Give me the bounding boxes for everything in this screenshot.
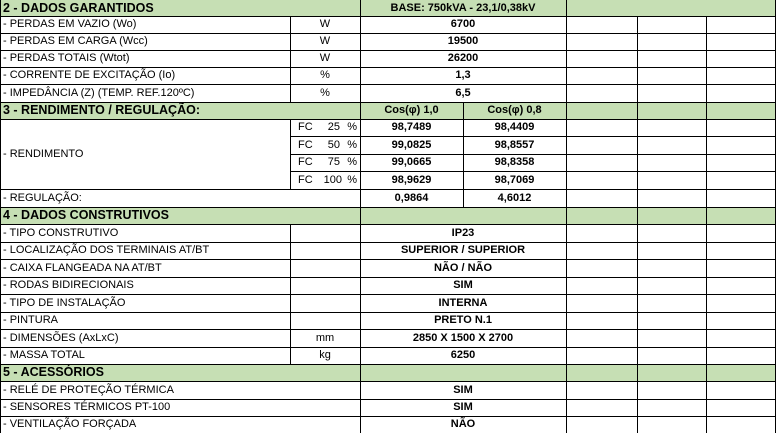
row-label: - MASSA TOTAL [3,349,85,361]
grid-line-v [360,0,361,433]
row-label: - SENSORES TÉRMICOS PT-100 [3,401,171,413]
row-unit: W [319,18,331,30]
regulacao-label: - REGULAÇÃO: [3,191,82,204]
row-label: - DIMENSÕES (AxLxC) [3,331,119,344]
row-value: INTERNA [438,296,488,309]
grid-line-h [0,347,776,348]
grid-line-h [290,154,776,155]
row-unit: W [319,35,331,47]
grid-line-h [0,33,776,34]
grid-line-h [0,207,776,208]
row-label: - CORRENTE DE EXCITAÇÃO (Io) [3,69,176,81]
section-2-fill-right [566,0,776,16]
fc-unit: % [347,173,357,186]
grid-line-h [0,67,776,68]
row-label: - PERDAS EM VAZIO (Wo) [3,18,137,30]
row-value: 6,5 [455,86,471,99]
row-value: 6700 [450,18,476,30]
fc-unit: % [347,156,357,168]
grid-line-h [0,381,776,382]
row-label: - TIPO CONSTRUTIVO [3,226,119,239]
fc-unit: % [347,138,357,151]
row-label: - RODAS BIDIRECIONAIS [3,279,134,291]
section-2-fill-unit [290,0,360,16]
section-3-title: 3 - RENDIMENTO / REGULAÇÃO: [0,102,360,119]
row-label: - IMPEDÂNCIA (Z) (TEMP. REF.120ºC) [3,86,195,99]
row-unit: % [320,86,330,99]
row-label: - PERDAS TOTAIS (Wtot) [3,52,130,64]
section-3-fill-right [566,102,776,119]
rend-value-cos2: 98,4409 [494,121,535,133]
grid-line-v [566,0,567,433]
fc-percent: 100 [323,173,342,186]
rend-value-cos1: 98,7489 [391,121,432,133]
rend-value-cos1: 98,9629 [391,173,432,186]
row-value: 2850 X 1500 X 2700 [412,331,514,344]
row-label: - TIPO DE INSTALAÇÃO [3,296,126,309]
grid-line-h [0,242,776,243]
row-value: IP23 [451,226,475,239]
row-label: - CAIXA FLANGEADA NA AT/BT [3,261,162,274]
row-value: 6250 [450,349,476,361]
section-2-title: 2 - DADOS GARANTIDOS [0,0,290,16]
reg-value-cos2: 4,6012 [497,191,532,204]
grid-line-v [0,0,1,433]
row-value: SIM [453,279,473,291]
row-value: SIM [453,383,473,396]
section-4-title: 4 - DADOS CONSTRUTIVOS [0,207,776,224]
row-unit: kg [319,349,331,361]
rend-value-cos2: 98,7069 [494,173,535,186]
row-unit: mm [315,331,335,344]
fc-row [290,136,360,154]
grid-line-v [463,102,464,207]
grid-line-h [0,102,776,103]
cos-2-header: Cos(φ) 0,8 [463,102,566,119]
row-label: - PINTURA [3,314,58,326]
row-value: NÃO / NÃO [433,261,493,274]
row-unit: W [319,52,331,64]
grid-line-h [0,399,776,400]
grid-line-v [706,16,707,433]
grid-line-h [0,329,776,330]
grid-line-h [0,50,776,51]
fc-row [290,119,360,136]
grid-line-v [290,224,291,364]
row-value: 19500 [447,35,479,47]
row-unit: % [320,69,330,81]
row-value: 1,3 [455,69,471,81]
fc-row [290,171,360,189]
row-value: 26200 [447,52,479,64]
row-value: PRETO N.1 [434,314,492,326]
row-label: - LOCALIZAÇÃO DOS TERMINAIS AT/BT [3,244,210,256]
rend-value-cos2: 98,8557 [494,138,535,151]
base-rating: BASE: 750kVA - 23,1/0,38kV [360,0,566,16]
grid-line-h [0,294,776,295]
grid-line-h [0,259,776,260]
reg-value-cos1: 0,9864 [394,191,429,204]
row-label: - RELÉ DE PROTEÇÃO TÉRMICA [3,383,174,396]
grid-line-h [0,364,776,365]
row-value: SIM [453,401,473,413]
grid-line-h [290,171,776,172]
section-5-title: 5 - ACESSÓRIOS [0,364,776,381]
fc-percent: 75 [327,156,340,168]
row-label: - PERDAS EM CARGA (Wcc) [3,35,148,47]
fc-row [290,154,360,171]
rend-value-cos1: 99,0825 [391,138,432,151]
grid-line-v [290,119,291,189]
rend-value-cos2: 98,8358 [494,156,535,168]
fc-label: FC [298,156,313,168]
fc-percent: 50 [327,138,340,151]
row-value: SUPERIOR / SUPERIOR [400,244,526,256]
grid-line-v [637,16,638,433]
rendimento-label: - RENDIMENTO [3,147,84,160]
fc-label: FC [298,173,313,186]
row-label: - VENTILAÇÃO FORÇADA [3,418,137,430]
fc-label: FC [298,121,313,133]
fc-unit: % [347,121,357,133]
grid-line-h [0,312,776,313]
fc-percent: 25 [327,121,340,133]
grid-line-h [0,224,776,225]
rend-value-cos1: 99,0665 [391,156,432,168]
grid-line-h [0,16,776,17]
grid-line-h [0,277,776,278]
grid-line-h [290,136,776,137]
grid-line-h [0,416,776,417]
grid-line-h [0,119,776,120]
grid-line-v [290,16,291,102]
cos-1-header: Cos(φ) 1,0 [360,102,463,119]
grid-line-h [0,189,776,190]
grid-line-h [0,84,776,85]
fc-label: FC [298,138,313,151]
row-value: NÃO [450,418,476,430]
